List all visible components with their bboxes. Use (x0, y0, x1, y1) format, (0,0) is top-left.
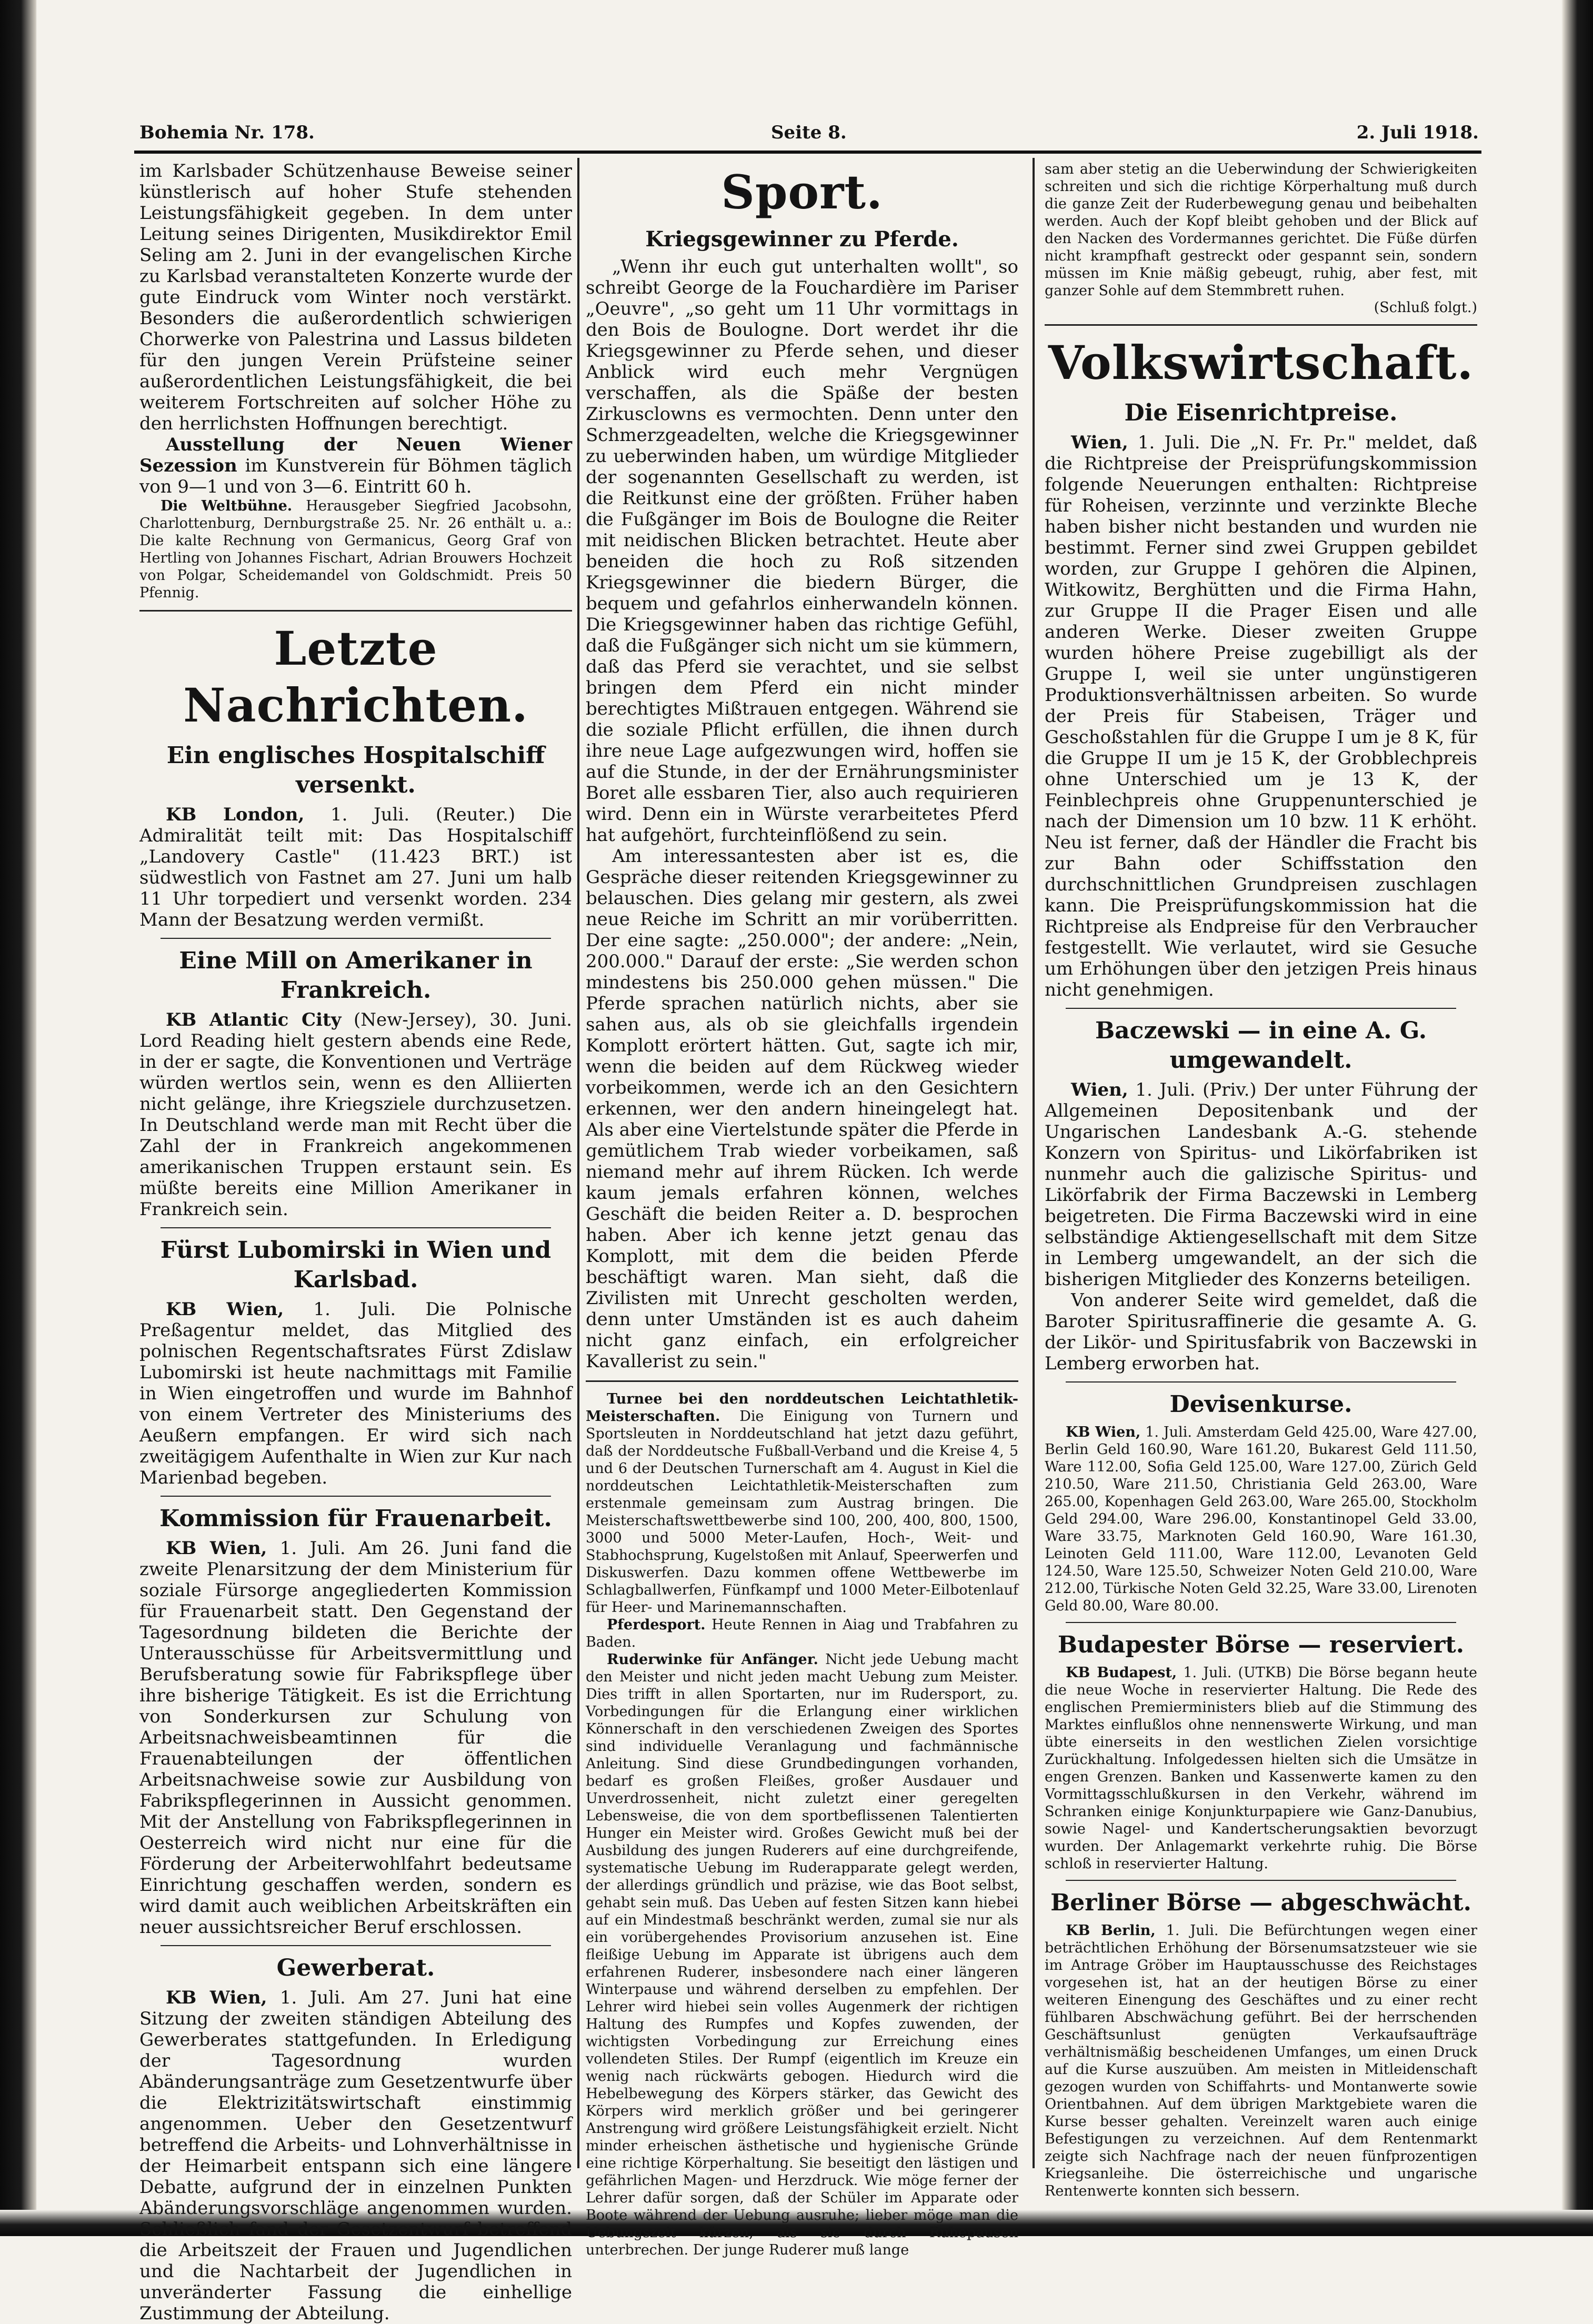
article-devisenkurse (1045, 1424, 1477, 1615)
headline-eisenrichtpreise: Die Eisenrichtpreise. (1124, 399, 1398, 426)
section-divider (586, 1380, 1018, 1382)
article-text: 1. Juli. Am 27. Juni hat eine Sitzung der zweiten ständigen Abteilung des Gewerberates stattgefunden. In Erledigung der Tagesordnung wurden Abänderungsanträge zum Gesetzentwurfe über die Elektrizitätswirtschaft einstimmig angenommen. Ueber den Gesetzentwurf betreffend die Arbeits- und Lohnverhältnisse in der Heimarbeit entspann sich eine längere Debatte, aufgrund der in einzelnen Punkten Abänderungsvorschläge angenommen wurden. Schließlich fand der Gesetzentwurf betreffend die Arbeitszeit der Frauen und Jugendlichen und die Nachtarbeit der Jugendlichen in unveränderter Fassung die einhellige Zustimmung der Abteilung. (139, 1987, 572, 2324)
article-karlsbad-continuation: im Karlsbader Schützenhause Beweise seiner künstlerisch auf hoher Stufe stehenden Leistungsfähigkeit gegeben. In dem unter Leitung seines Dirigenten, Musikdirektor Emil Seling am 2. Juni in der evangelischen Kirche zu Karlsbad veranstalteten Konzerte wurde der gute Eindruck vom Winter noch verstärkt. Besonders die außerordentlich schwierigen Chorwerke von Palestrina und Lassus bildeten für den jungen Verein Prüfsteine seiner außerordentlichen Leistungsfähigkeit, die bei weiterem Fortschreiten auf solcher Höhe zu den herrlichsten Hoffnungen berechtigt. (139, 161, 572, 434)
dateline: KB Berlin, (1066, 1922, 1156, 1939)
headline-hospitalschiff: Ein englisches Hospitalschiff versenkt. (166, 742, 545, 798)
turnee-heading: Turnee bei den norddeutschen Leichtathletik-Meisterschaften. (586, 1391, 1018, 1425)
headline-amerikaner: Eine Mill on Amerikaner in Frankreich. (179, 947, 533, 1004)
dateline: Wien, (1071, 1079, 1128, 1100)
article-text: 1. Juli. (UTKB) Die Börse begann heute die neue Woche in reservierter Haltung. Die Rede des englischen Premierministers blieb auf die Stimmung des Marktes einflußlos ohne nennenswerte Wirkung, und man übte einerseits in den westlichen Zielen vorsichtige Zurückhaltung. Infolgedessen hielten sich die Umsätze in engen Grenzen. Banken und Kassenwerte kamen zu den Vormittagsschlußkursen in den Verkehr, während im Schranken einige Konjunkturpapiere wie Ganz-Danubius, sowie Nagel- und Kandertscherungsaktien bevorzugt wurden. Der Anlagemarkt verkehrte ruhig. Die Börse schloß in reservierter Haltung. (1045, 1665, 1477, 1872)
turnee-text: Die Einigung von Turnern und Sportsleuten in Norddeutschland hat jetzt dazu geführt, daß der Norddeutsche Fußball-Verband und die Kreise 4, 5 und 6 der Deutschen Turnerschaft am 4. August in Kiel die norddeutschen Leichtathletik-Meisterschaften zum erstenmale gemeinsam zum Austrag bringen. Die Meisterschaftswettbewerbe sind 100, 200, 400, 800, 1500, 3000 und 5000 Meter-Laufen, Hoch-, Weit- und Stabhochsprung, Kugelstoßen mit Anlauf, Speerwerfen und Diskuswerfen. Dazu kommen offene Wettbewerbe im Schlagballwerfen, Fünfkampf und 1000 Meter-Eilbotenlauf für Heer- und Marinemannschaften. (586, 1408, 1018, 1616)
article-ruderwinke-continuation: sam aber stetig an die Ueberwindung der Schwierigkeiten schreiten und sich die richtige Körperhaltung muß durch die ganze Zeit der Ruderbewegung genau und beibehalten werden. Auch der Kopf bleibt gehoben und der Blick auf den Nacken des Vordermannes gerichtet. Die Füße dürfen nicht krampfhaft gestreckt oder gespannt sein, sondern müssen im Knie mäßig gebeugt, ruhig, aber fest, mit ganzer Sohle auf dem Stemmbrett ruhen. (1045, 161, 1477, 299)
article-divider (161, 1227, 551, 1228)
article-frauenarbeit (139, 1538, 572, 1938)
section-divider (139, 610, 572, 612)
dateline: KB Wien, (166, 1299, 284, 1320)
scan-edge-left (0, 0, 37, 2236)
article-text: 1. Juli. Die „N. Fr. Pr." meldet, daß die Richtpreise der Preisprüfungskommission folgende Neuerungen enthalten: Richtpreise für Roheisen, verzinnte und verzinkte Bleche haben bisher nicht bestanden und wurden nie bestimmt. Ferner sind zwei Gruppen gebildet worden, zur Gruppe I gehören die Alpinen, Witkowitz, Berghütten und die Firma Hahn, zur Gruppe II die Prager Eisen und alle anderen Werke. Dieser zweiten Gruppe wurden höhere Preise zugebilligt als der Gruppe I, weil sie unter ungünstigeren Produktionsverhältnissen arbeiten. So wurde der Preis für Stabeisen, Träger und Geschoßstahlen für die Gruppe I um je 8 K, für die Gruppe II um je 15 K, der Grobblechpreis ohne Unterschied um je 13 K, der Feinblechpreis ohne Gruppenunterschied je nach der Dimension um 10 bzw. 11 K erhöht. Neu ist ferner, daß der Händler die Fracht bis zur Bahn oder Schiffsstation den durchschnittlichen Grundpreisen zuschlagen kann. Die Preisprüfungskommission hat die Richtpreise als Endpreise für den Verbraucher festgestellt. Wie verlautet, wird sie Gesuche um Erhöhungen über den jetzigen Preis hinaus nicht genehmigen. (1045, 432, 1477, 1000)
column-rule-1 (577, 158, 579, 2168)
article-pferdesport (586, 1616, 1018, 1651)
article-kriegsgewinner-p2: Am interessantesten aber ist es, die Gespräche dieser reitenden Kriegsgewinner zu belauschen. Dies gelang mir gestern, als zwei neue Reiche im Schritt an mir vorüberritten. Der eine sagte: „250.000"; der andere: „Nein, 200.000." Darauf der erste: „Sie werden schon mindestens bis 250.000 gehen müssen." Die Pferde sprachen natürlich nichts, aber sie sahen aus, als ob sie gleichfalls irgendein Komplott erörtert hätten. Gut, sagte ich mir, wenn die beiden auf dem Rückweg wieder vorbeikommen, werde ich an den Gesichtern erkennen, wer den andern hineingelegt hat. Als aber eine Viertelstunde später die Pferde in gemütlichem Trab wieder vorbeikamen, saß niemand mehr auf ihrem Rücken. Ich werde kaum jemals erfahren können, welches Geschäft die beiden Reiter a. D. besprochen haben. Aber ich kenne jetzt genau das Komplott, mit dem die beiden Pferde beschäftigt waren. Man sieht, daß die Zivilisten mit Unrecht gescholten werden, denn unter Umständen ist es auch daheim nicht ganz einfach, ein erfolgreicher Kavallerist zu sein." (586, 846, 1018, 1372)
weltbuehne-text: Herausgeber Siegfried Jacobsohn, Charlottenburg, Dernburgstraße 25. Nr. 26 enthält u. a.: Die kalte Rechnung von Germanicus, Georg Graf von Hertling von Johannes Fischart, Adrian Brouwers Hochzeit von Polgar, Scheidemandel von Goldschmidt. Preis 50 Pfennig. (139, 498, 572, 601)
section-title-letzte-nachrichten: Letzte Nachrichten. (183, 621, 528, 733)
section-title-sport: Sport. (721, 165, 883, 219)
article-hospitalschiff (139, 804, 572, 930)
article-ausstellung (139, 434, 572, 497)
ausstellung-heading: Ausstellung der Neuen Wiener Sezession (139, 434, 572, 476)
article-divider (1066, 1008, 1456, 1009)
column-rule-2 (1033, 158, 1035, 2168)
column-right (1045, 161, 1477, 2199)
article-divider (161, 1945, 551, 1946)
section-divider (1045, 324, 1477, 326)
dateline: KB Atlantic City (166, 1009, 342, 1030)
weltbuehne-lead: Die Weltbühne. (161, 498, 293, 514)
dateline: KB Wien, (166, 1987, 267, 2008)
article-baczewski-p2: Von anderer Seite wird gemeldet, daß die Baroter Spiritusraffinerie die gesamte A. G. der Likör- und Spiritusfabrik von Baczewski in Lemberg erworben hat. (1045, 1290, 1477, 1374)
header-publication: Bohemia Nr. 178. (139, 122, 315, 143)
headline-berliner-boerse: Berliner Börse — abgeschwächt. (1050, 1889, 1471, 1916)
article-divider (1066, 1880, 1456, 1881)
article-lubomirski (139, 1299, 572, 1488)
article-text: (New-Jersey), 30. Juni. Lord Reading hielt gestern abends eine Rede, in der er sagte, die Konventionen und Verträge würden wertlos sein, wenn es den Alliierten nicht gelänge, ihre Kriegsziele durchzusetzen. In Deutschland werde man mit Recht über die Zahl der in Frankreich angekommenen amerikanischen Truppen erstaunt sein. Es müßte bereits eine Million Amerikaner in Frankreich sein. (139, 1009, 572, 1220)
article-divider (161, 938, 551, 939)
header-rule (134, 151, 1481, 154)
headline-gewerberat: Gewerberat. (276, 1955, 435, 1981)
article-divider (1066, 1381, 1456, 1383)
article-budapester-boerse (1045, 1664, 1477, 1872)
article-ruderwinke (586, 1651, 1018, 2259)
column-left (139, 161, 572, 2324)
headline-baczewski: Baczewski — in eine A. G. umgewandelt. (1095, 1017, 1427, 1074)
article-kriegsgewinner-p1: „Wenn ihr euch gut unterhalten wollt", so schreibt George de la Fouchardière im Pariser „Oeuvre", „so geht um 11 Uhr vormittags in den Bois de Boulogne. Dort werdet ihr die Kriegsgewinner zu Pferde sehen, und dieser Anblick wird euch mehr Vergnügen verschaffen, als die Späße der besten Zirkusclowns es vermochten. Denn unter den Schmerzgeadelten, welche die Kriegsgewinner zu ueberwinden haben, um würdige Mitglieder der sogenannten Gesellschaft zu werden, ist die Reitkunst eine der größten. Früher haben die Fußgänger im Bois de Boulogne die Reiter mit neidischen Blicken betrachtet. Heute aber beneiden die hoch zu Roß sitzenden Kriegsgewinner die biedern Bürger, die bequem und gefahrlos einherwandeln können. Die Kriegsgewinner haben das richtige Gefühl, daß die Fußgänger sich nicht um sie kümmern, daß das Pferd sie verachtet, und sie selbst bringen dem Pferd ein nicht minder berechtigtes Mißtrauen entgegen. Während sie die soziale Pflicht erfüllen, die ihnen durch ihre neue Lage aufgezwungen wird, hoffen sie auf die Stunde, in der der Ernährungsminister Boret alle essbaren Tier, also auch requirieren wird. Denn ein in Würste verarbeitetes Pferd hat aufgehört, furchteinflößend zu sein. (586, 256, 1018, 846)
header-page-number: Seite 8. (771, 122, 847, 143)
article-divider (161, 1496, 551, 1497)
article-eisenrichtpreise (1045, 432, 1477, 1000)
headline-devisenkurse: Devisenkurse. (1169, 1391, 1352, 1418)
dateline: Wien, (1071, 432, 1128, 453)
scan-edge-right (1561, 0, 1593, 2236)
dateline: KB Budapest, (1066, 1665, 1177, 1681)
article-amerikaner (139, 1009, 572, 1220)
article-text: 1. Juli. (Priv.) Der unter Führung der Allgemeinen Depositenbank und der Ungarischen Landesbank A.-G. stehende Konzern von Spiritus- und Likörfabriken ist nunmehr auch die galizische Spiritus- und Likörfabrik der Firma Baczewski in Lemberg beigetreten. Die Firma Baczewski wird in eine selbständige Aktiengesellschaft mit dem Sitze in Lemberg umgewandelt, an der sich die bisherigen Mitglieder des Konzerns beteiligen. (1045, 1079, 1477, 1290)
article-weltbuehne (139, 497, 572, 602)
continuation-note: (Schluß folgt.) (1374, 299, 1477, 316)
pferdesport-text: Heute Rennen in Aiag und Trabfahren zu Baden. (586, 1617, 1018, 1650)
article-divider (1066, 1622, 1456, 1623)
headline-kriegsgewinner: Kriegsgewinner zu Pferde. (645, 227, 959, 252)
article-turnee (586, 1390, 1018, 1616)
headline-lubomirski: Fürst Lubomirski in Wien und Karlsbad. (160, 1237, 552, 1293)
ruderwinke-text: Nicht jede Uebung macht den Meister und nicht jeden macht Uebung zum Meister. Dies trifft in allen Sportarten, nur im Rudersport, zu. Vorbedingungen für die Erlangung einer wirklichen Könnerschaft in den verschiedenen Zweigen des Sportes sind individuelle Veranlagung und fachmännische Anleitung. Sind diese Grundbedingungen vorhanden, bedarf es großen Fleißes, großer Ausdauer und Unverdrossenheit, nicht zuletzt einer geregelten Lebensweise, die von dem sportbeflissenen Talentierten Hunger ein Meister wird. Großes Gewicht muß bei der Ausbildung des jungen Ruderers auf eine durchgreifende, systematische Uebung im Ruderapparate gelegt werden, der allerdings gründlich und präzise, wie das Boot selbst, gehabt sein muß. Das Ueben auf festen Sitzen kann hiebei auf ein Mindestmaß beschränkt werden, zumal sie nur als ein vorübergehendes Provisorium anzusehen ist. Eine fleißige Uebung im Apparate ist übrigens auch dem erfahrenen Ruderer, insbesondere nach einer längeren Winterpause und während derselben zu empfehlen. Der Lehrer wird hiebei sein volles Augenmerk der richtigen Haltung des Rumpfes und Kopfes zuwenden, der wichtigsten Vorbedingung zur Erreichung eines vollendeten Stiles. Der Rumpf (eigentlich im Kreuze ein wenig nach rückwärts gebogen. Hiedurch wird die Hebelbewegung des Körpers stärker, das Gewicht des Körpers wird merklich größer und bei geringerer Anstrengung wird größere Leistungsfähigkeit erzielt. Nicht minder erheischen ästhetische und hygienische Gründe eine richtige Körperhaltung. Sie beseitigt den lästigen und gefährlichen Magen- und Herzdruck. Wie möge ferner der Lehrer dafür sorgen, daß der Schüler im Apparate oder Boote während der Uebung ausruhe; lieber möge man die Uebungszeit kürzen, als sie durch Ruhepausen unterbrechen. Der junge Ruderer muß lange (586, 1651, 1018, 2258)
article-baczewski (1045, 1079, 1477, 1290)
article-text: 1. Juli. Die Polnische Preßagentur meldet, das Mitglied des polnischen Regentschaftsrates Fürst Zdislaw Lubomirski ist heute nachmittags mit Familie in Wien eingetroffen und wurde im Bahnhof von einem Vertreter des Ministeriums des Aeußern empfangen. Er wird sich nach zweitägigem Aufenthalte in Wien zur Kur nach Marienbad begeben. (139, 1299, 572, 1488)
header-date: 2. Juli 1918. (1356, 122, 1479, 143)
ruderwinke-heading: Ruderwinke für Anfänger. (607, 1651, 818, 1668)
dateline: KB Wien, (166, 1538, 267, 1559)
article-gewerberat (139, 1987, 572, 2324)
article-berliner-boerse (1045, 1922, 1477, 2200)
pferdesport-heading: Pferdesport. (607, 1617, 706, 1633)
dateline: KB Wien, (1066, 1424, 1141, 1440)
ausstellung-text: im Kunstverein für Böhmen täglich von 9—1 und von 3—6. Eintritt 60 h. (139, 455, 572, 497)
dateline: KB London, (166, 804, 305, 825)
page-header (139, 122, 1479, 148)
article-text: 1. Juli. Am 26. Juni fand die zweite Plenarsitzung der dem Ministerium für soziale Fürsorge angegliederten Kommission für Frauenarbeit statt. Den Gegenstand der Tagesordnung bildeten die Berichte der Unterausschüsse für Arbeitsvermittlung und Berufsberatung sowie für Fabrikspflege über ihre bisherige Tätigkeit. Es ist die Errichtung von Sonderkursen zur Schulung von Arbeitsnachweisbeamtinnen für die Frauenabteilungen der öffentlichen Arbeitsnachweise sowie zur Ausbildung von Fabrikspflegerinnen in Aussicht genommen. Mit der Anstellung von Fabrikspflegerinnen in Oesterreich wird nicht nur eine für die Förderung der Arbeiterwohlfahrt bedeutsame Einrichtung geschaffen werden, sondern es wird damit auch weiblichen Arbeitskräften ein neuer aussichtsreicher Beruf erschlossen. (139, 1538, 572, 1938)
column-middle (586, 161, 1018, 2258)
section-title-volkswirtschaft: Volkswirtschaft. (1048, 335, 1474, 390)
article-text: 1. Juli. Amsterdam Geld 425.00, Ware 427.00, Berlin Geld 160.90, Ware 161.20, Bukarest Geld 111.50, Ware 112.00, Sofia Geld 125.00, Ware 127.00, Zürich Geld 210.50, Ware 211.50, Christiania Geld 263.00, Ware 265.00, Kopenhagen Geld 263.00, Ware 265.00, Stockholm Geld 294.00, Ware 296.00, Konstantinopel Geld 33.00, Ware 33.75, Marknoten Geld 160.90, Ware 161.30, Leinoten Geld 111.00, Ware 112.00, Levanoten Geld 124.50, Ware 125.50, Schweizer Noten Geld 210.00, Ware 212.00, Türkische Noten Geld 32.25, Ware 33.00, Lirenoten Geld 80.00, Ware 80.00. (1045, 1424, 1477, 1614)
headline-frauenarbeit: Kommission für Frauenarbeit. (159, 1505, 552, 1532)
article-text: 1. Juli. (Reuter.) Die Admiralität teilt mit: Das Hospitalschiff „Landovery Castle" (11.423 BRT.) ist südwestlich von Fastnet am 27. Juni um halb 11 Uhr torpediert und versenkt worden. 234 Mann der Besatzung werden vermißt. (139, 804, 572, 930)
headline-budapester-boerse: Budapester Börse — reserviert. (1057, 1631, 1465, 1658)
article-text: 1. Juli. Die Befürchtungen wegen einer beträchtlichen Erhöhung der Börsenumsatzsteuer wie sie im Antrage Gröber im Hauptausschusse des Reichstages vorgesehen ist, hat an der heutigen Börse zu einer weiteren Einengung des Geschäftes und zu einer recht fühlbaren Abschwächung geführt. Bei der herrschenden Geschäftsunlust genügten Verkaufsaufträge verhältnismäßig bescheidenen Umfanges, um einen Druck auf die Kurse auszuüben. Am meisten in Mitleidenschaft gezogen wurden von Schiffahrts- und Montanwerte sowie Orientbahnen. Auf dem übrigen Marktgebiete waren die Kurse besser gehalten. Vereinzelt waren auch einige Befestigungen zu verzeichnen. Auf dem Rentenmarkt zeigte sich Nachfrage nach der neuen fünfprozentigen Kriegsanleihe. Die österreichische und ungarische Rentenwerte konnten sich bessern. (1045, 1922, 1477, 2199)
